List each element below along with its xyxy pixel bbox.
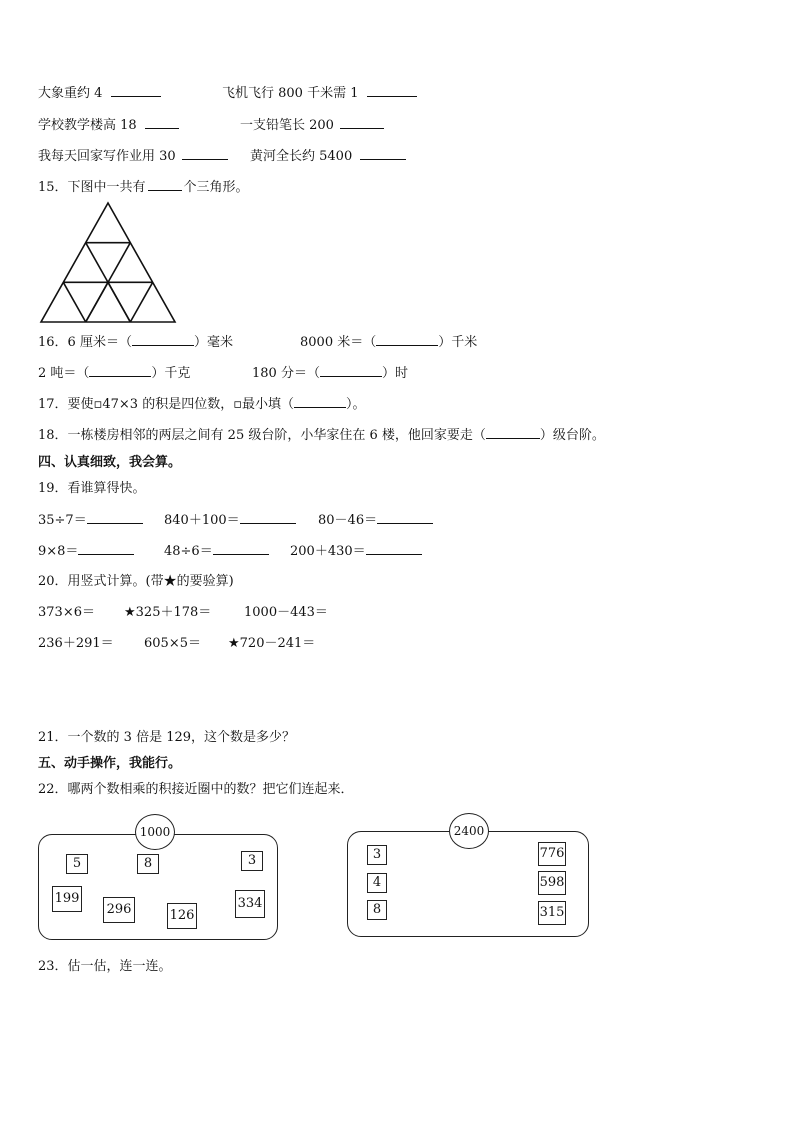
number-box[interactable]: 8 [137,854,159,874]
answer-blank[interactable] [78,542,134,555]
q20-title: 20．用竖式计算。(带★的要验算) [38,574,234,589]
number-box[interactable]: 3 [241,851,263,871]
q20-item: ★720－241＝ [228,636,316,651]
q20-row-1 [38,604,328,622]
q20-item: 236＋291＝ [38,636,114,651]
q16-row-2 [38,364,408,383]
q20-item: 605×5＝ [144,636,201,651]
answer-blank[interactable] [148,178,182,191]
answer-blank[interactable] [320,364,382,377]
number-box[interactable]: 4 [367,873,387,893]
answer-blank[interactable] [367,84,417,97]
q20-row-2 [38,635,316,653]
q22-right-target-circle: 2400 [449,813,489,849]
answer-blank[interactable] [145,116,179,129]
q15 [38,178,249,197]
q16-row-1 [38,333,478,352]
number-box[interactable]: 3 [367,845,387,865]
number-box[interactable]: 598 [538,871,566,895]
q18-suffix: ）级台阶。 [539,428,605,443]
number-box[interactable]: 5 [66,854,88,874]
number-box[interactable]: 776 [538,842,566,866]
answer-blank[interactable] [294,395,346,408]
answer-blank[interactable] [182,147,228,160]
q14-elephant-text: 大象重约 4 [38,86,103,101]
q16-d-suffix: ）时 [381,366,408,381]
q14-row-1 [38,84,359,103]
q22-title: 22．哪两个数相乘的积接近圈中的数？把它们连起来． [38,782,354,797]
q14-plane-text: 飞机飞行 800 千米需 1 [222,86,359,101]
q14-homework-text: 我每天回家写作业用 30 [38,149,176,164]
q16-b-suffix: ）千米 [438,335,478,350]
q22-left-target-circle: 1000 [135,814,175,850]
number-box[interactable]: 315 [538,901,566,925]
q19-item: 9×8＝ [38,544,79,559]
q23: 23．估一估，连一连。 [38,959,172,974]
q20-item: 1000－443＝ [244,605,328,620]
q20-item: 373×6＝ [38,605,95,620]
number-box[interactable]: 126 [167,903,197,929]
q16-b-prefix: 8000 米＝（ [300,335,377,350]
section-5-heading: 五、动手操作，我能行。 [38,756,182,771]
q21: 21．一个数的 3 倍是 129，这个数是多少？ [38,730,296,745]
answer-blank[interactable] [213,542,269,555]
q15-suffix: 个三角形。 [183,180,249,195]
q19-row-2 [38,542,366,561]
q17 [38,395,366,414]
q16-c-suffix: ）千克 [151,366,191,381]
answer-blank[interactable] [376,333,438,346]
section-4-heading: 四、认真细致，我会算。 [38,455,182,470]
number-box[interactable]: 199 [52,886,82,912]
answer-blank[interactable] [132,333,194,346]
number-box[interactable]: 334 [235,890,265,918]
number-box[interactable]: 8 [367,900,387,920]
answer-blank[interactable] [360,147,406,160]
answer-blank[interactable] [87,511,143,524]
q18 [38,426,605,445]
q17-suffix: ）。 [346,397,366,412]
q16-c-prefix: 2 吨＝（ [38,366,90,381]
answer-blank[interactable] [366,542,422,555]
q14-river-text: 黄河全长约 5400 [250,149,353,164]
q14-row-3 [38,147,353,166]
q19-title: 19．看谁算得快。 [38,481,146,496]
q17-prefix: 17．要使▫47×3 的积是四位数，▫最小填（ [38,397,295,412]
q16-a-suffix: ）毫米 [193,335,233,350]
q19-item: 80－46＝ [318,513,378,528]
q16-a-prefix: 16．6 厘米＝（ [38,335,132,350]
answer-blank[interactable] [340,116,384,129]
answer-blank[interactable] [89,364,151,377]
number-box[interactable]: 296 [103,897,135,923]
answer-blank[interactable] [486,426,540,439]
q14-row-2 [38,116,334,135]
q19-item: 840＋100＝ [164,513,240,528]
q20-item: ★325＋178＝ [124,605,212,620]
q18-prefix: 18．一栋楼房相邻的两层之间有 25 级台阶，小华家住在 6 楼，他回家要走（ [38,428,486,443]
answer-blank[interactable] [240,511,296,524]
q15-prefix: 15．下图中一共有 [38,180,146,195]
q14-building-text: 学校教学楼高 18 [38,118,137,133]
answer-blank[interactable] [111,84,161,97]
q19-item: 200＋430＝ [290,544,366,559]
triangle-figure [38,201,178,325]
q19-row-1 [38,511,378,530]
answer-blank[interactable] [377,511,433,524]
q14-pencil-text: 一支铅笔长 200 [240,118,334,133]
q16-d-prefix: 180 分＝（ [252,366,320,381]
q19-item: 48÷6＝ [164,544,213,559]
q19-item: 35÷7＝ [38,513,87,528]
